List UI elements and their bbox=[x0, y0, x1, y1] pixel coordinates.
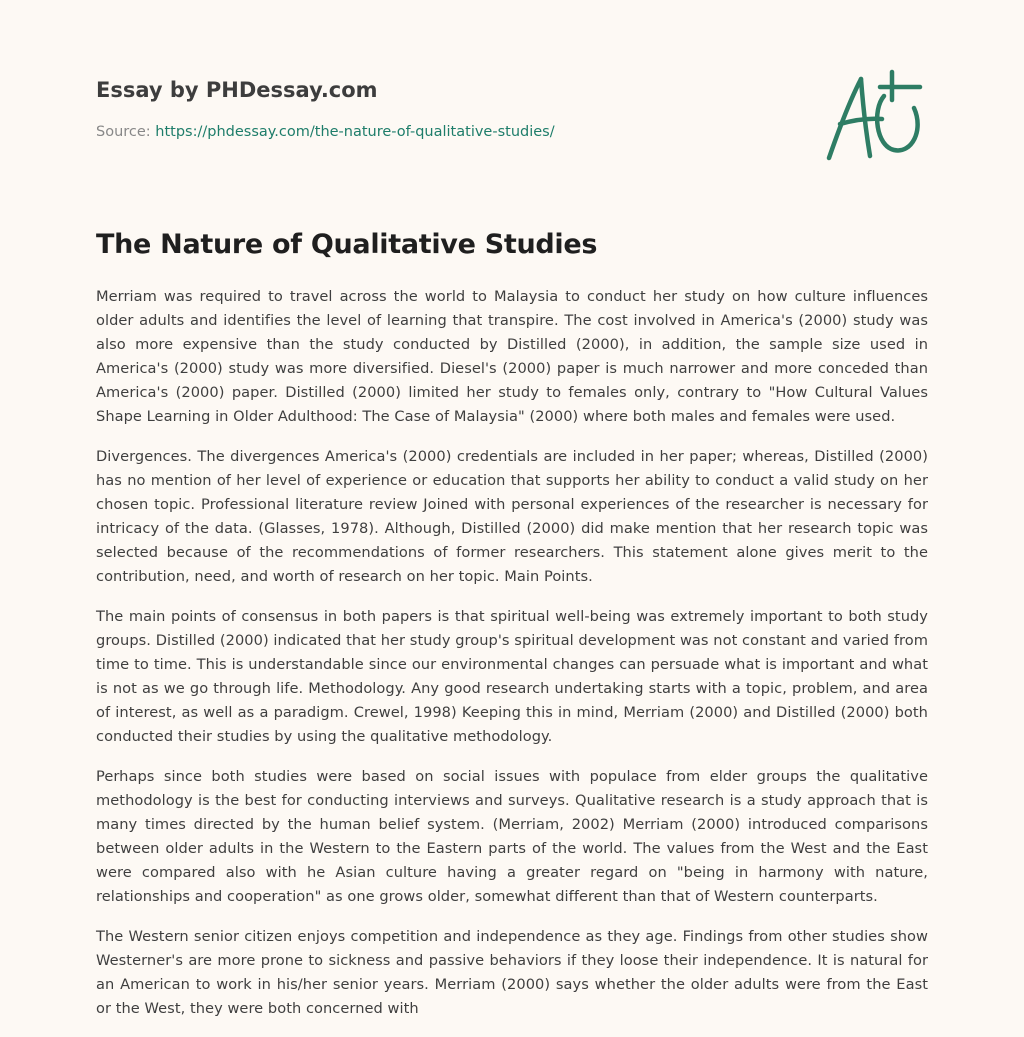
source-link[interactable]: https://phdessay.com/the-nature-of-qualitative-studies/ bbox=[155, 124, 555, 140]
essay-paragraph: Divergences. The divergences America's (2000) credentials are included in her paper; whereas, Distilled (2000) has no mention of her level of experience or education that supports her ability to conduct a valid study on her chosen topic. Professional literature review Joined with personal experiences of the researcher is necessary for intricacy of the data. (Glasses, 1978). Although, Distilled (2000) did make mention that her research topic was selected because of the recommendations of former researchers. This statement alone gives merit to the contribution, need, and worth of research on her topic. Main Points. bbox=[96, 448, 928, 585]
brand-title: Essay by PHDessay.com bbox=[96, 78, 378, 102]
essay-paragraph: The Western senior citizen enjoys competition and independence as they age. Findings from other studies show Westerner's are more prone to sickness and passive behaviors if they loose their independence. It is natural for an American to work in his/her senior years. Merriam (2000) says whether the older adults were from the East or the West, they were both concerned with bbox=[96, 928, 928, 1017]
essay-paragraph: Perhaps since both studies were based on social issues with populace from elder groups the qualitative methodology is the best for conducting interviews and surveys. Qualitative research is a study approach that is many times directed by the human belief system. (Merriam, 2002) Merriam (2000) introduced comparisons between older adults in the Western to the Eastern parts of the world. The values from the West and the East were compared also with he Asian culture having a greater regard on "being in harmony with nature, relationships and cooperation" as one grows older, somewhat different than that of Western counterparts. bbox=[96, 768, 928, 905]
essay-paragraph: The main points of consensus in both papers is that spiritual well-being was extremely important to both study groups. Distilled (2000) indicated that her study group's spiritual development was not constant and varied from time to time. This is understandable since our environmental changes can persuade what is important and what is not as we go through life. Methodology. Any good research undertaking starts with a topic, problem, and area of interest, as well as a paradigm. Crewel, 1998) Keeping this in mind, Merriam (2000) and Distilled (2000) both conducted their studies by using the qualitative methodology. bbox=[96, 608, 928, 745]
essay-title: The Nature of Qualitative Studies bbox=[96, 229, 598, 260]
essay-body bbox=[96, 285, 928, 1037]
source-line bbox=[96, 122, 796, 142]
a-plus-grade-icon bbox=[822, 66, 926, 166]
document-header bbox=[96, 76, 796, 142]
essay-paragraph: Merriam was required to travel across the world to Malaysia to conduct her study on how culture influences older adults and identifies the level of learning that transpire. The cost involved in America's (2000) study was also more expensive than the study conducted by Distilled (2000), in addition, the sample size used in America's (2000) study was more diversified. Diesel's (2000) paper is much narrower and more conceded than America's (2000) paper. Distilled (2000) limited her study to females only, contrary to "How Cultural Values Shape Learning in Older Adulthood: The Case of Malaysia" (2000) where both males and females were used. bbox=[96, 288, 928, 425]
source-label: Source: bbox=[96, 124, 156, 140]
